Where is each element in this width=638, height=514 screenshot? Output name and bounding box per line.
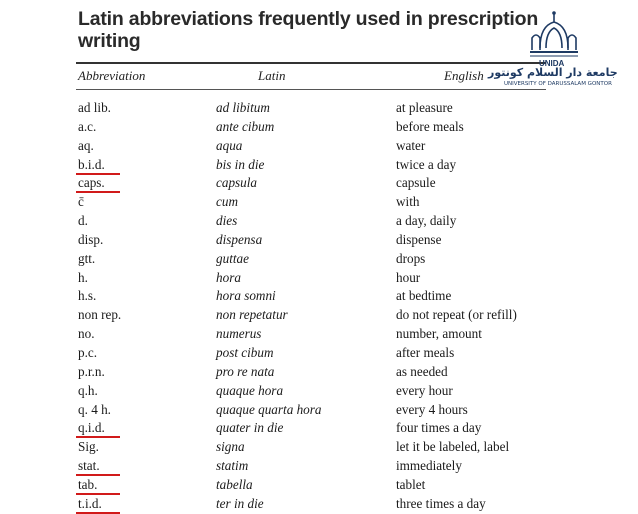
table-row	[60, 287, 540, 306]
abbreviation-cell: caps.	[78, 175, 105, 191]
latin-cell: capsula	[216, 175, 258, 191]
latin-cell: numerus	[216, 326, 262, 342]
abbreviation-cell: gtt.	[78, 250, 96, 266]
latin-cell: pro re nata	[216, 363, 275, 379]
logo-name: UNIDA	[539, 59, 565, 68]
abbreviation-cell: q.h.	[78, 382, 98, 398]
red-underline-mark	[76, 512, 120, 514]
table-row	[60, 401, 540, 420]
abbreviation-cell: stat.	[78, 458, 100, 474]
table-row	[60, 193, 540, 212]
english-cell: as needed	[396, 363, 448, 379]
abbreviation-cell: c̄	[78, 194, 84, 210]
latin-cell: ad libitum	[216, 100, 270, 115]
document-page	[60, 6, 540, 511]
abbreviation-cell: q.i.d.	[78, 420, 105, 436]
abbreviation-cell: h.	[78, 269, 88, 285]
abbreviation-cell: tab.	[78, 476, 98, 492]
table-row	[60, 457, 540, 476]
english-cell: twice a day	[396, 156, 457, 172]
abbreviation-cell: d.	[78, 213, 88, 229]
table-row	[60, 476, 540, 495]
table-row	[60, 306, 540, 325]
table-row	[60, 495, 540, 514]
table-row	[60, 156, 540, 175]
abbreviation-cell: Sig.	[78, 439, 99, 455]
english-cell: capsule	[396, 175, 436, 191]
english-cell: do not repeat (or refill)	[396, 307, 517, 323]
abbreviation-cell: no.	[78, 326, 95, 342]
english-cell: every 4 hours	[396, 401, 468, 417]
latin-cell: dies	[216, 213, 238, 229]
abbreviation-cell: p.c.	[78, 344, 98, 360]
abbreviation-cell: t.i.d.	[78, 495, 102, 511]
english-cell: after meals	[396, 344, 455, 360]
table-row	[60, 344, 540, 363]
english-cell: a day, daily	[396, 213, 457, 229]
latin-cell: aqua	[216, 137, 243, 153]
table-top-rule	[76, 62, 546, 64]
table-row	[60, 269, 540, 288]
english-cell: with	[396, 194, 420, 210]
english-cell: let it be labeled, label	[396, 439, 510, 455]
english-cell: tablet	[396, 476, 426, 492]
abbreviation-cell: b.i.d.	[78, 156, 105, 172]
english-cell: hour	[396, 269, 421, 285]
english-cell: before meals	[396, 118, 464, 134]
logo-arabic-text: جامعة دار السلام كونتور	[488, 66, 618, 79]
latin-cell: dispensa	[216, 231, 263, 247]
english-cell: immediately	[396, 458, 462, 474]
latin-cell: hora	[216, 269, 241, 285]
english-cell: every hour	[396, 382, 453, 398]
latin-cell: hora somni	[216, 288, 276, 304]
latin-cell: cum	[216, 194, 238, 210]
english-cell: four times a day	[396, 420, 482, 436]
table-row	[60, 250, 540, 269]
table-row	[60, 174, 540, 193]
english-cell: water	[396, 137, 426, 153]
english-cell: number, amount	[396, 326, 482, 342]
latin-cell: statim	[216, 458, 249, 474]
table-row	[60, 438, 540, 457]
table-row	[60, 212, 540, 231]
latin-cell: bis in die	[216, 156, 265, 172]
header-english: English	[444, 68, 484, 83]
latin-cell: quaque hora	[216, 382, 284, 398]
latin-cell: guttae	[216, 250, 249, 266]
abbreviation-table	[60, 99, 540, 514]
latin-cell: quaque quarta hora	[216, 401, 322, 417]
english-cell: drops	[396, 250, 426, 266]
latin-cell: tabella	[216, 476, 253, 492]
abbreviation-cell: p.r.n.	[78, 363, 105, 379]
latin-cell: post cibum	[216, 344, 274, 360]
logo-subtitle: UNIVERSITY OF DARUSSALAM GONTOR	[504, 81, 612, 87]
english-cell: at bedtime	[396, 288, 452, 304]
abbreviation-cell: ad lib.	[78, 100, 111, 115]
header-abbreviation: Abbreviation	[78, 68, 146, 83]
table-row	[60, 325, 540, 344]
latin-cell: ante cibum	[216, 118, 275, 134]
abbreviation-cell: aq.	[78, 137, 94, 153]
abbreviation-cell: non rep.	[78, 307, 122, 323]
table-row	[60, 118, 540, 137]
table-row	[60, 419, 540, 438]
abbreviation-cell: a.c.	[78, 118, 97, 134]
header-latin: Latin	[258, 68, 286, 83]
abbreviation-cell: q. 4 h.	[78, 401, 111, 417]
table-header-rule	[76, 89, 546, 90]
latin-cell: quater in die	[216, 420, 284, 436]
english-cell: at pleasure	[396, 100, 453, 115]
latin-cell: ter in die	[216, 495, 264, 511]
table-row	[60, 99, 540, 118]
table-row	[60, 363, 540, 382]
table-row	[60, 382, 540, 401]
latin-cell: signa	[216, 439, 245, 455]
university-logo	[488, 8, 638, 88]
abbreviation-cell: disp.	[78, 231, 104, 247]
table-row	[60, 137, 540, 156]
abbreviation-cell: h.s.	[78, 288, 97, 304]
table-row	[60, 231, 540, 250]
page-title: Latin abbreviations frequently used in prescription writing	[78, 8, 539, 52]
latin-cell: non repetatur	[216, 307, 288, 323]
english-cell: three times a day	[396, 495, 486, 511]
english-cell: dispense	[396, 231, 442, 247]
